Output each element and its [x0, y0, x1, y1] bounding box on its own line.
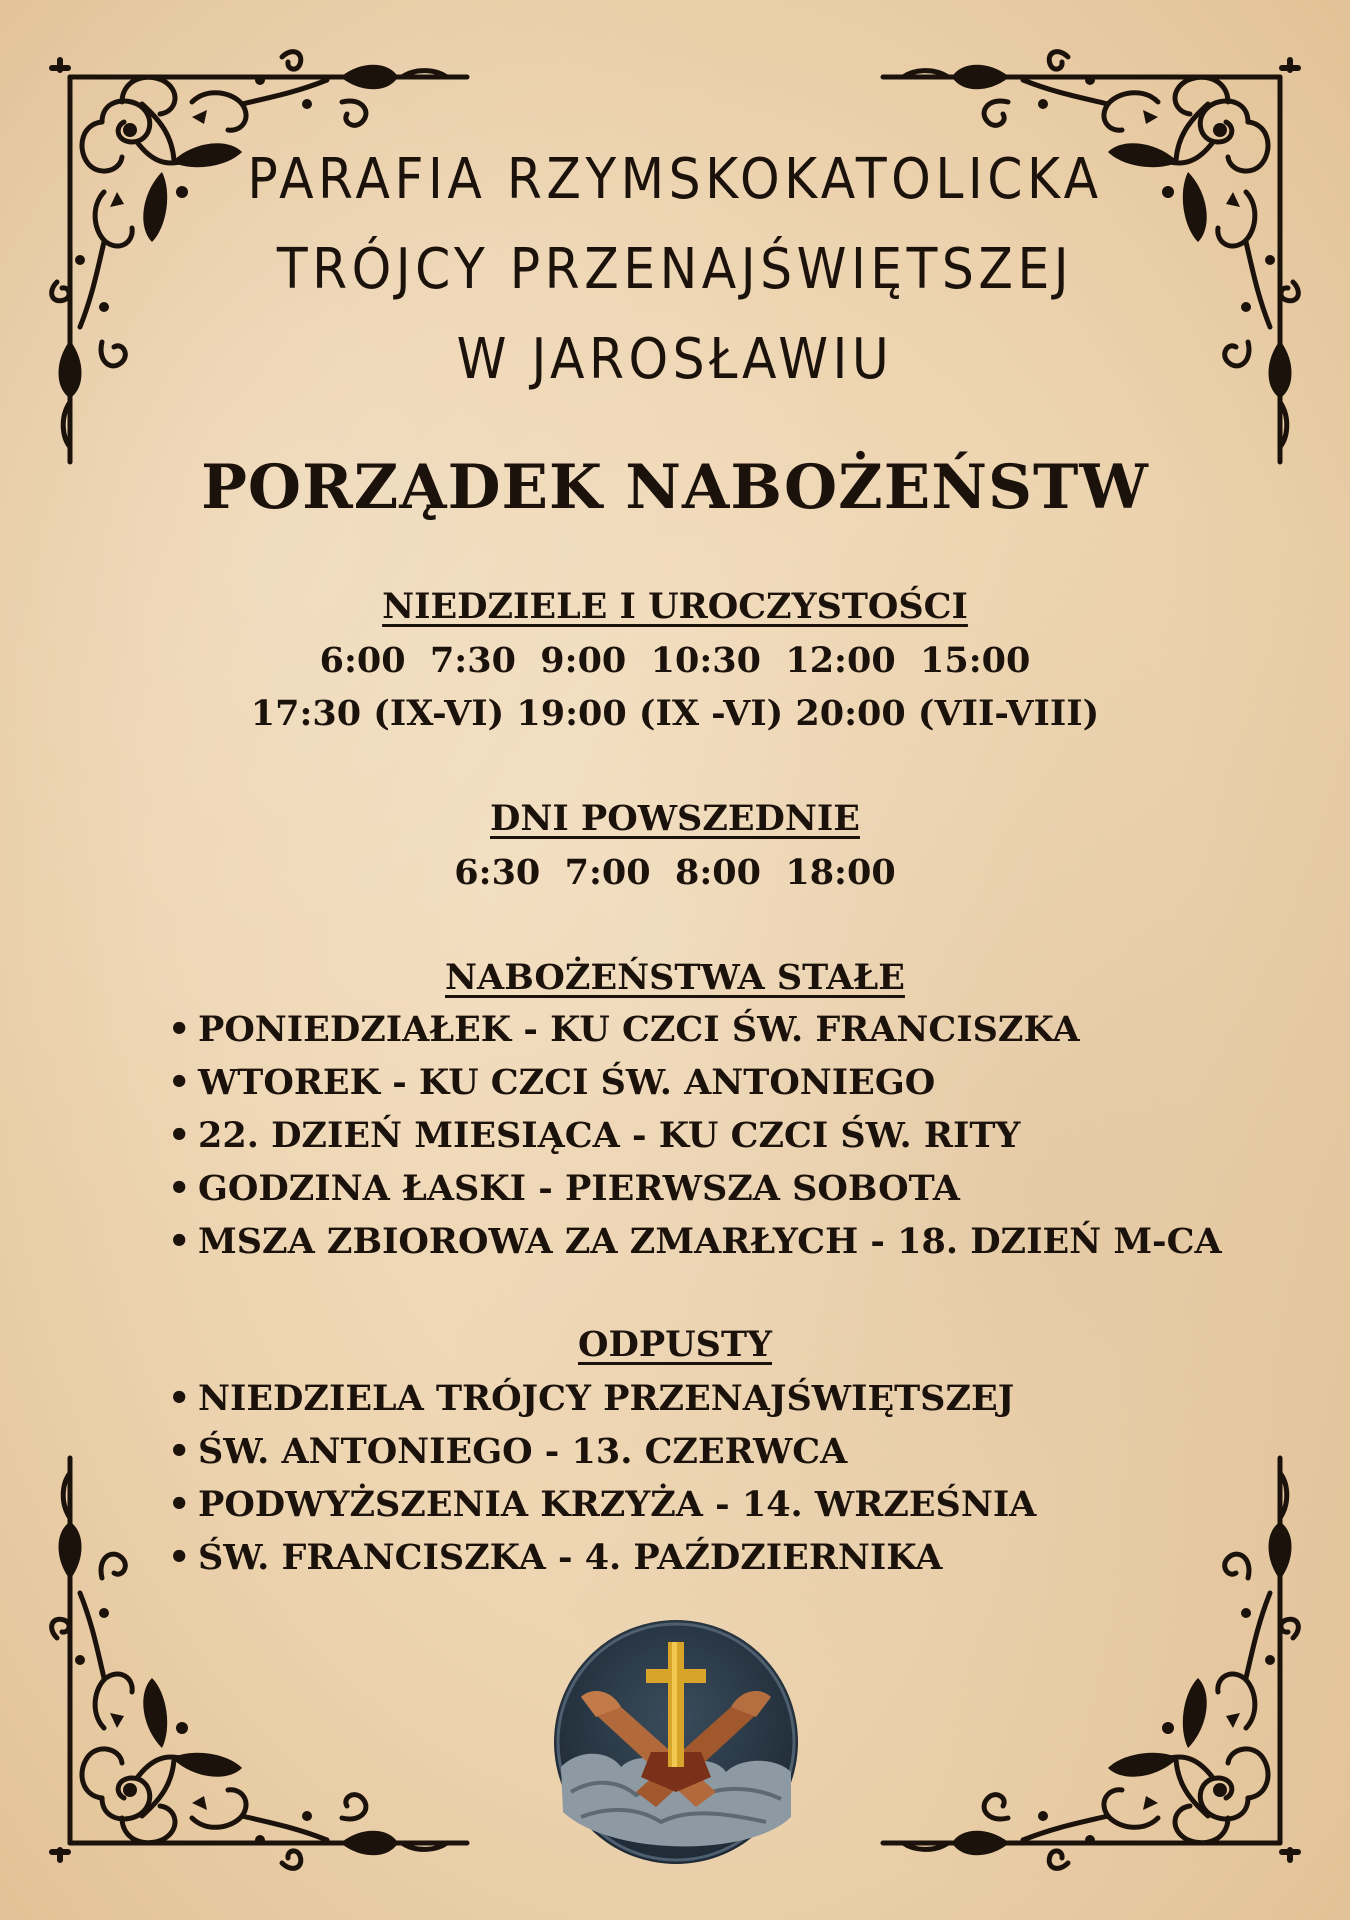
indulgences-section: [0, 1318, 1350, 1372]
sundays-times-line-1: 6:00 7:30 9:00 10:30 12:00 15:00: [319, 640, 1031, 681]
weekdays-title: DNI POWSZEDNIE: [490, 798, 860, 839]
list-item: • PODWYŻSZENIA KRZYŻA - 14. WRZEŚNIA: [168, 1478, 1036, 1531]
parish-name-line-2: TRÓJCY PRZENAJŚWIĘTSZEJ: [276, 237, 1074, 302]
sundays-title: NIEDZIELE I UROCZYSTOŚCI: [382, 586, 968, 627]
page-title: PORZĄDEK NABOŻEŃSTW: [201, 452, 1149, 523]
franciscan-emblem-icon: [551, 1617, 801, 1867]
indulgences-title: ODPUSTY: [578, 1324, 772, 1365]
sundays-section: [0, 580, 1350, 740]
weekdays-section: [0, 792, 1350, 899]
weekdays-times-line: 6:30 7:00 8:00 18:00: [454, 852, 896, 893]
list-item: • WTOREK - KU CZCI ŚW. ANTONIEGO: [168, 1056, 1222, 1109]
sundays-times-line-2: 17:30 (IX-VI) 19:00 (IX -VI) 20:00 (VII-VIII): [250, 693, 1100, 734]
list-item: • ŚW. ANTONIEGO - 13. CZERWCA: [168, 1425, 1036, 1478]
list-item: • PONIEDZIAŁEK - KU CZCI ŚW. FRANCISZKA: [168, 1003, 1222, 1056]
list-item: • MSZA ZBIOROWA ZA ZMARŁYCH - 18. DZIEŃ M-CA: [168, 1215, 1222, 1268]
services-section: [0, 951, 1350, 1005]
services-list: [168, 1003, 1222, 1268]
parish-name: [68, 135, 1283, 405]
parish-name-line-1: PARAFIA RZYMSKOKATOLICKA: [247, 147, 1103, 212]
indulgences-list: [168, 1372, 1036, 1584]
parish-name-line-3: W JAROSŁAWIU: [456, 327, 894, 392]
list-item: • GODZINA ŁASKI - PIERWSZA SOBOTA: [168, 1162, 1222, 1215]
list-item: • ŚW. FRANCISZKA - 4. PAŹDZIERNIKA: [168, 1531, 1036, 1584]
list-item: • NIEDZIELA TRÓJCY PRZENAJŚWIĘTSZEJ: [168, 1372, 1036, 1425]
list-item: • 22. DZIEŃ MIESIĄCA - KU CZCI ŚW. RITY: [168, 1109, 1222, 1162]
services-title: NABOŻEŃSTWA STAŁE: [445, 957, 905, 998]
